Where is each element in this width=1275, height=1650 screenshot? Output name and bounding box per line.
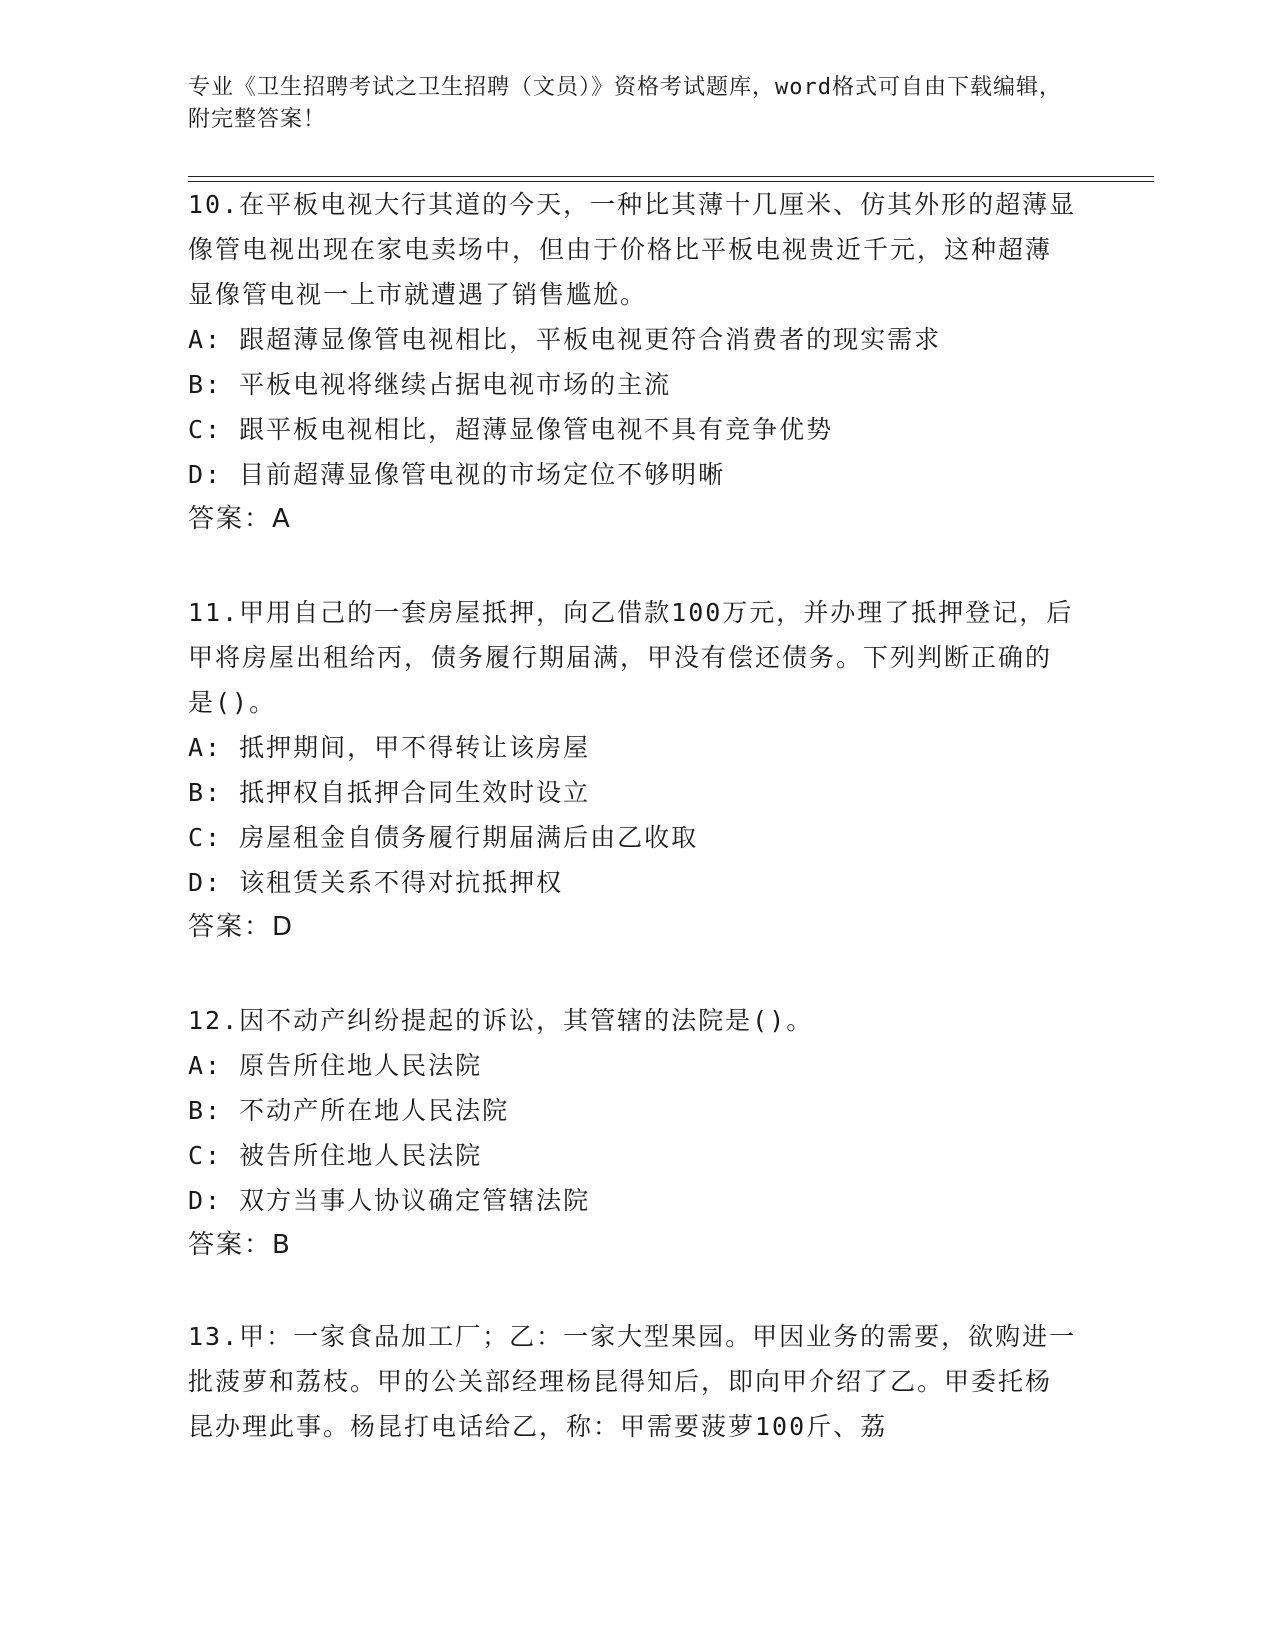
option-text: 目前超薄显像管电视的市场定位不够明晰 <box>239 460 726 489</box>
option-key: A: <box>188 733 223 762</box>
answer-line: 答案：D <box>188 912 295 942</box>
option-text: 跟平板电视相比，超薄显像管电视不具有竞争优势 <box>239 415 834 444</box>
option-text: 双方当事人协议确定管辖法院 <box>239 1186 591 1215</box>
option-b <box>188 1088 1078 1133</box>
option-key: A: <box>188 1051 223 1080</box>
option-text: 被告所住地人民法院 <box>239 1141 483 1170</box>
option-text: 原告所住地人民法院 <box>239 1051 483 1080</box>
option-key: A: <box>188 325 223 354</box>
option-d <box>188 860 1078 905</box>
question-12 <box>188 998 1078 1268</box>
option-text: 抵押权自抵押合同生效时设立 <box>239 778 591 807</box>
option-d <box>188 452 1078 497</box>
option-key: C: <box>188 1141 223 1170</box>
option-key: D: <box>188 868 223 897</box>
document-header: 专业《卫生招聘考试之卫生招聘（文员）》资格考试题库，word格式可自由下载编辑，附完整答案！ <box>188 75 1062 132</box>
option-d <box>188 1178 1078 1223</box>
option-key: B: <box>188 1096 223 1125</box>
option-key: C: <box>188 415 223 444</box>
question-stem: 12.因不动产纠纷提起的诉讼，其管辖的法院是()。 <box>188 1006 814 1035</box>
option-key: B: <box>188 370 223 399</box>
option-key: D: <box>188 1186 223 1215</box>
answer-line: 答案：A <box>188 504 292 534</box>
option-text: 平板电视将继续占据电视市场的主流 <box>239 370 672 399</box>
option-text: 跟超薄显像管电视相比，平板电视更符合消费者的现实需求 <box>239 325 942 354</box>
option-b <box>188 362 1078 407</box>
question-stem: 11.甲用自己的一套房屋抵押，向乙借款100万元，并办理了抵押登记，后甲将房屋出租给丙，债务履行期届满，甲没有偿还债务。下列判断正确的是()。 <box>188 598 1074 717</box>
option-text: 不动产所在地人民法院 <box>239 1096 510 1125</box>
option-key: C: <box>188 823 223 852</box>
option-a <box>188 317 1078 362</box>
option-a <box>188 725 1078 770</box>
option-b <box>188 770 1078 815</box>
question-10 <box>188 182 1078 542</box>
question-11 <box>188 590 1078 950</box>
header-divider-top <box>188 176 1154 177</box>
option-key: D: <box>188 460 223 489</box>
option-key: B: <box>188 778 223 807</box>
option-c <box>188 407 1078 452</box>
option-c <box>188 1133 1078 1178</box>
answer-line: 答案：B <box>188 1230 292 1260</box>
option-c <box>188 815 1078 860</box>
option-text: 抵押期间，甲不得转让该房屋 <box>239 733 591 762</box>
question-stem: 10.在平板电视大行其道的今天，一种比其薄十几厘米、仿其外形的超薄显像管电视出现在家电卖场中，但由于价格比平板电视贵近千元，这种超薄显像管电视一上市就遭遇了销售尴尬。 <box>188 190 1077 309</box>
option-a <box>188 1043 1078 1088</box>
option-text: 该租赁关系不得对抗抵押权 <box>239 868 564 897</box>
option-text: 房屋租金自债务履行期届满后由乙收取 <box>239 823 699 852</box>
question-stem: 13.甲：一家食品加工厂；乙：一家大型果园。甲因业务的需要，欲购进一批菠萝和荔枝。甲的公关部经理杨昆得知后，即向甲介绍了乙。甲委托杨昆办理此事。杨昆打电话给乙，称：甲需要菠萝100斤、荔 <box>188 1322 1077 1441</box>
question-13 <box>188 1314 1078 1449</box>
